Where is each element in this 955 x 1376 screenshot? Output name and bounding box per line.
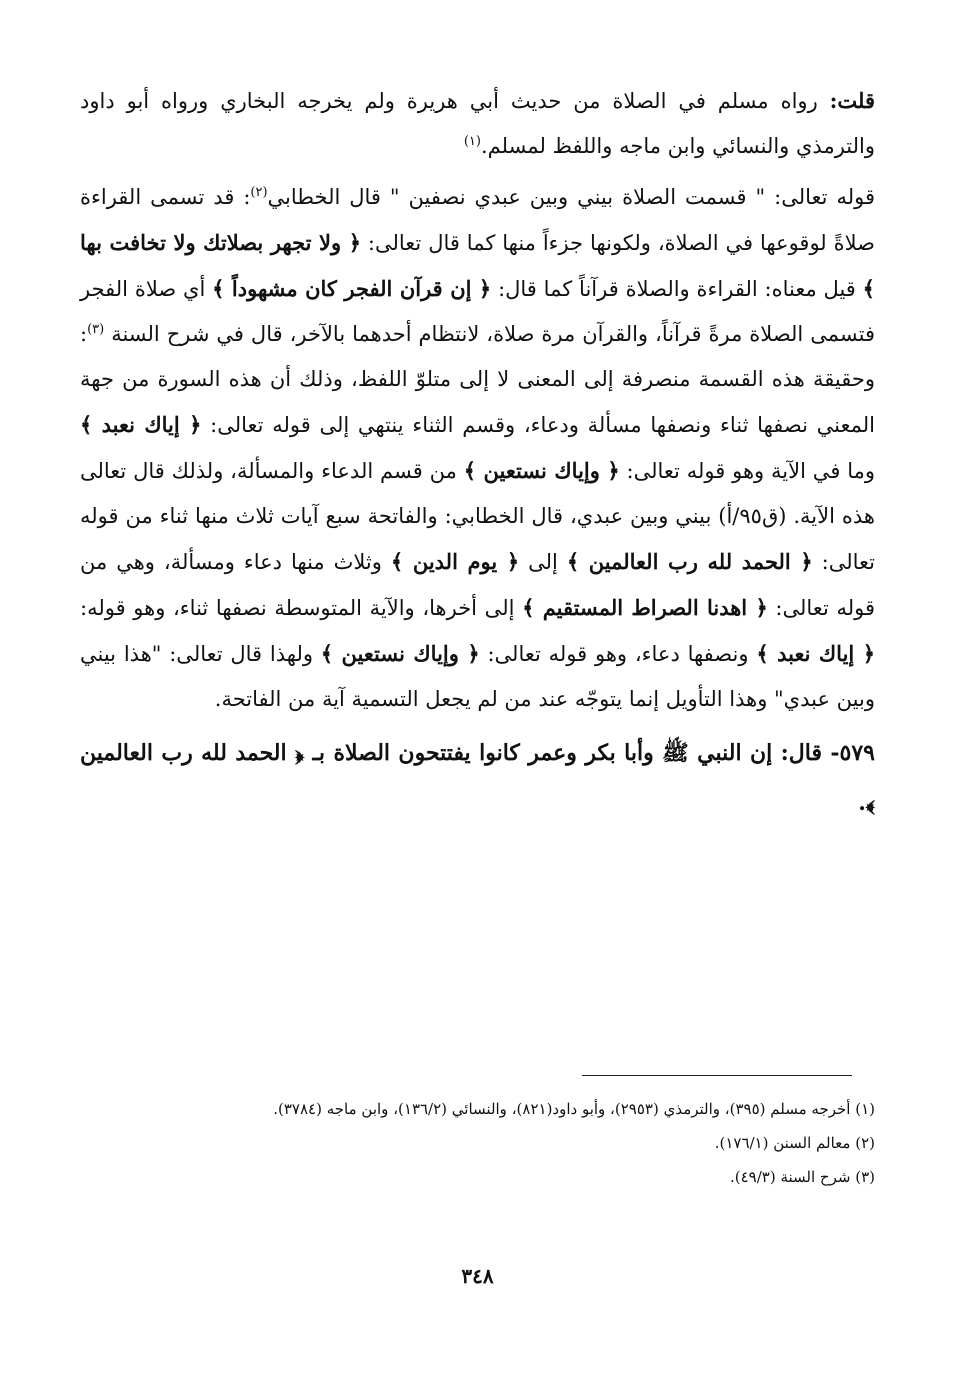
- footnote-ref-3: (٣): [87, 322, 105, 337]
- text-segment: قيل معناه: القراءة والصلاة قرآناً كما قال:: [491, 277, 863, 301]
- paragraph-text: رواه مسلم في الصلاة من حديث أبي هريرة ولم يخرجه البخاري ورواه أبو داود والترمذي والنسائي وابن ماجه واللفظ لمسلم.: [80, 89, 875, 158]
- footnote-ref-2: (٢): [250, 185, 268, 200]
- quran-quote: ﴿ وإياك نستعين ﴾: [463, 458, 620, 483]
- text-segment: ولهذا قال تعالى: "هذا بيني وبين عبدي" وهذا التأويل إنما يتوجّه عند من لم يجعل التسمية آية من الفاتحة.: [80, 642, 875, 711]
- hadith-heading: ٥٧٩- قال: إن النبي ﷺ وأبا بكر وعمر كانوا يفتتحون الصلاة بـ ﴿ الحمد لله رب العالمين ﴾.: [80, 740, 875, 816]
- footnote-3: (٣) شرح السنة (٤٩/٣).: [729, 1168, 875, 1186]
- quran-quote: ﴿ اهدنا الصراط المستقيم ﴾: [522, 595, 768, 620]
- quran-quote: ﴿ إياك نعبد ﴾: [80, 412, 202, 437]
- footnote-2: (٢) معالم السنن (١٧٦/١).: [714, 1134, 875, 1152]
- footnote-divider: [582, 1075, 852, 1076]
- quran-quote: ﴿ ولا تجهر بصلاتك ولا تخافت بها ﴾: [80, 230, 875, 301]
- text-segment: إلى: [519, 550, 567, 574]
- footnote-1: (١) أخرجه مسلم (٣٩٥)، والترمذي (٢٩٥٣)، وأبو داود(٨٢١)، والنسائي (١٣٦/٢)، وابن ماجه (٣٧٨٤).: [273, 1100, 875, 1118]
- text-segment: : وحقيقة هذه القسمة منصرفة إلى المعنى لا إلى متلوّ اللفظ، وذلك أن هذه السورة من جهة المعني نصفها ثناء ونصفها مسألة ودعاء، وقسم الثناء ينتهي إلى قوله تعالى:: [80, 322, 876, 437]
- text-segment: من قسم الدعاء والمسألة، ولذلك قال تعالى هذه الآية. (ق٩٥/أ) بيني وبين عبدي، قال الخطابي: والفاتحة سبع آيات ثلاث منها ثناء من قوله تعالى:: [80, 459, 875, 574]
- quran-quote: ﴿ إن قرآن الفجر كان مشهوداً ﴾: [212, 276, 492, 301]
- main-text: [80, 78, 875, 828]
- text-segment: : قد تسمى القراءة صلاةً لوقوعها في الصلاة، ولكونها جزءاً منها كما قال تعالى:: [80, 185, 875, 255]
- paragraph-explanation: [80, 175, 875, 722]
- text-segment: إلى أخرها، والآية المتوسطة نصفها ثناء، وهو قوله:: [80, 596, 523, 620]
- quran-quote: ﴿ الحمد لله رب العالمين ﴾: [566, 549, 813, 574]
- paragraph-commentary: [80, 78, 875, 169]
- quran-quote: ﴿ وإياك نستعين ﴾: [320, 641, 480, 666]
- text-segment: وما في الآية وهو قوله تعالى:: [619, 459, 875, 483]
- text-segment: أي صلاة الفجر فتسمى الصلاة مرةً قرآناً، والقرآن مرة صلاة، لانتظام أحدهما بالآخر، قال في شرح السنة: [80, 277, 875, 346]
- quran-quote: ﴿ يوم الدين ﴾: [390, 549, 520, 574]
- text-segment: ونصفها دعاء، وهو قوله تعالى:: [479, 642, 757, 666]
- text-segment: قوله تعالى: " قسمت الصلاة بيني وبين عبدي نصفين " قال الخطابي: [267, 185, 875, 209]
- qultu-lead: قلت:: [829, 88, 875, 113]
- text-segment: وثلاث منها دعاء ومسألة، وهي من قوله تعالى:: [80, 550, 875, 620]
- footnote-ref-1: (١): [463, 134, 481, 149]
- footnotes: [80, 1092, 875, 1194]
- quran-quote: ﴿ إياك نعبد ﴾: [756, 641, 876, 666]
- page-number: ٣٤٨: [461, 1264, 494, 1288]
